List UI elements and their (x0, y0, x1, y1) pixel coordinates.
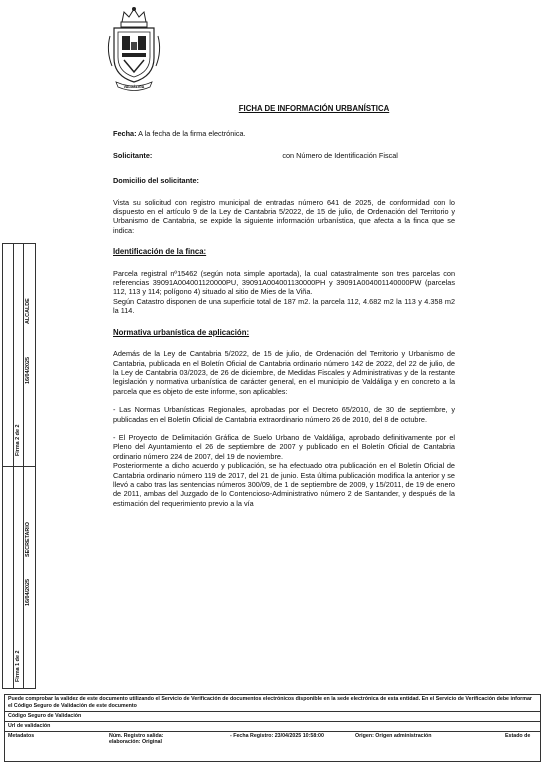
fecha-label: Fecha: (113, 129, 137, 139)
estado-text: Estado de (505, 733, 531, 739)
firma-1-label: Firma 1 de 2 (15, 650, 21, 682)
firma-1-date: 16/04/2025 (25, 579, 31, 606)
registro-label: Núm. Registro salida: (109, 733, 164, 739)
domicilio-label: Domicilio del solicitante: (113, 176, 199, 186)
coat-of-arms-logo (104, 6, 164, 92)
solicitante-value: con Número de Identificación Fiscal (282, 150, 398, 160)
url-label: Url de validación (8, 723, 51, 729)
firma-2-date: 16/04/2025 (25, 357, 31, 384)
normativa-paragraph-1: Además de la Ley de Cantabria 5/2022, de 15 de julio, de Ordenación del Territorio y Urbanismo de Cantabria, publicada en el Boletín Oficial de Cantabria ordinario número 142 de 2022, del 22 de julio, de la Ley de Cantabria 03/2023, de 26 de diciembre, de Medidas Fiscales y Administrativas y de la restante legislación y normativa urbanística de carácter general, en el municipio de Valdáliga y en concreto a la parcela que es objeto de este informe, son aplicables: (113, 349, 455, 396)
solicitante-line (113, 151, 455, 160)
banner-text: VALDÁLIGA (123, 85, 145, 89)
identificacion-paragraph-2: Según Catastro disponen de una superficie total de 187 m2. la parcela 112, 4.682 m2 la 113 y 4.358 m2 la 114. (113, 296, 455, 316)
document-title: FICHA DE INFORMACIÓN URBANÍSTICA (238, 104, 390, 113)
solicitante-label: Solicitante: (113, 150, 153, 160)
identificacion-paragraph-1: Parcela registral nº15462 (según nota simple aportada), la cual catastralmente son tres parcelas con referencias 39091A004001120000PU, 39091A004001130000PH y 39091A004001140000PW (parcelas 112, 113 y 114; polígono 4) situado al sitio de Mies de la Viña. (113, 268, 455, 297)
municipal-coat-of-arms-icon (104, 6, 164, 92)
csv-label: Código Seguro de Validación (8, 713, 82, 719)
elaboracion-text: elaboración: Original (109, 739, 162, 745)
normativa-paragraph-3: - El Proyecto de Delimitación Gráfica de Suelo Urbano de Valdáliga, aprobado definitivamente por el Pleno del Ayuntamiento el 26 de septiembre de 2007 y publicado en el Boletín Oficial de Cantabria ordinario número 224 de 2007, del 19 de noviembre. (113, 432, 455, 461)
identificacion-title: Identificación de la finca: (113, 247, 207, 257)
signature-strip (2, 243, 36, 689)
intro-paragraph: Vista su solicitud con registro municipal de entradas número 641 de 2025, de conformidad con lo dispuesto en el artículo 9 de la Ley de Cantabria 5/2022, de 15 de julio, de Ordenación del Territorio y Urbanismo de Cantabria, se expide la siguiente información urbanística, que afecta a la finca que se indica: (113, 197, 455, 235)
normativa-paragraph-2: - Las Normas Urbanísticas Regionales, aprobadas por el Decreto 65/2010, de 30 de septiembre, y publicadas en el Boletín Oficial de Cantabria extraordinario número 26 de 2010, del 8 de octubre. (113, 405, 455, 424)
firma-2-label: Firma 2 de 2 (15, 424, 21, 456)
document-body (113, 104, 455, 508)
normativa-title: Normativa urbanística de aplicación: (113, 327, 250, 337)
fecha-value: A la fecha de la firma electrónica. (136, 129, 246, 139)
normativa-paragraph-4: Posteriormente a dicho acuerdo y publicación, se ha efectuado otra publicación en el Boletín Oficial de Cantabria ordinario número 119 de 2017, del 21 de junio. Esta última publicación modifica la anterior y se llevó a cabo tras las sentencias números 300/09, de 1 de septiembre de 2009, y 15/2011, de 19 de enero de 2011, ambas del Juzgado de lo Contencioso-Administrativo número 2 de Santander, y después de la estimación del requerimiento previo a la vía (113, 461, 455, 508)
firma-2-role: ALCALDE (25, 298, 31, 324)
firma-1-role: SECRETARIO (25, 522, 31, 557)
origen-text: Origen: Origen administración (355, 733, 432, 739)
fecha-registro: - Fecha Registro: 23/04/2025 10:58:00 (230, 733, 324, 739)
verify-text: Puede comprobar la validez de este documento utilizando el Servicio de Verificación de documentos electrónicos disponible en la sede electrónica de esta entidad. En el Servicio de Verificación debe informar el Código Seguro de Validación de este documento (8, 696, 532, 709)
verification-footer (4, 694, 541, 762)
fecha-line (113, 129, 455, 138)
metadatos-label: Metadatos (8, 733, 35, 739)
